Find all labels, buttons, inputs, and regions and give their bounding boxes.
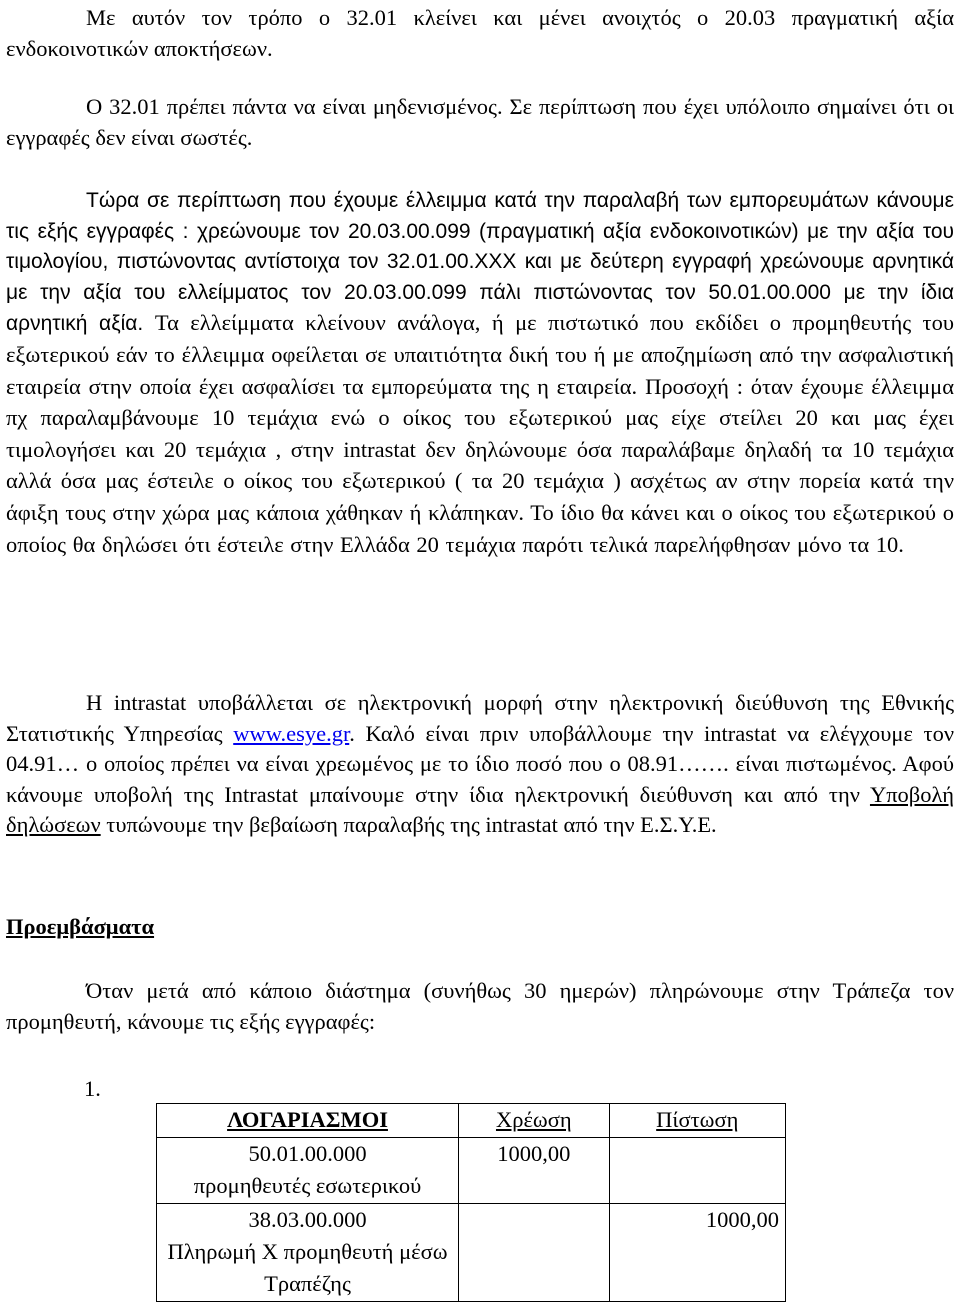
table-row (157, 1203, 786, 1301)
paragraph-text: Τα ελλείμματα κλείνουν ανάλογα, ή με πιστωτικό που εκδίδει ο προμηθευτής του εξωτερικού εάν το έλλειμμα οφείλεται σε υπαιτιότητα δική του ή με αποζημίωση από την ασφαλιστική εταιρεία στην οποία έχει ασφαλίσει τα εμπορεύματα της η εταιρεία. (6, 310, 954, 399)
paragraph-text: Η intrastat υποβάλλεται σε ηλεκτρονική μορφή στην ηλεκτρονική διεύθυνση της Εθνικής Στατιστικής Υπηρεσίας (6, 690, 954, 746)
paragraph-warning-text: Προσοχή : όταν έχουμε έλλειμμα πχ παραλαμβάνουμε 10 τεμάχια ενώ ο οίκος του εξωτερικού μας είχε στείλει 20 και μας έχει τιμολογήσει και 20 τεμάχια , στην intrastat δεν δηλώνουμε όσα παραλάβαμε δηλαδή τα 10 τεμάχια αλλά όσα μας έστειλε ο οίκος του εξωτερικού ( τα 20 τεμάχια ) ασχέτως αν στην πορεία κατά την άφιξη τους στην χώρα μας κάποια χάθηκαν ή κλάπηκαν. Το ίδιο θα κάνει και ο οίκος του εξωτερικού ο οποίος θα δηλώσει ότι έστειλε στην Ελλάδα 20 τεμάχια παρότι τελικά παρελήφθησαν μόνο τα 10. (6, 373, 954, 557)
account-code: 50.01.00.000 (248, 1140, 367, 1166)
list-number: 1. (84, 1076, 101, 1101)
account-code: 38.03.00.000 (248, 1206, 367, 1232)
paragraph-intrastat (6, 688, 954, 841)
paragraph-zeroed-account (6, 92, 954, 153)
account-name: Πληρωμή Χ προμηθευτή μέσω Τραπέζης (167, 1239, 448, 1296)
table-header-row (157, 1104, 786, 1138)
paragraph-prepayments (6, 976, 954, 1037)
column-header-credit: Πίστωση (656, 1107, 739, 1132)
column-header-debit: Χρέωση (495, 1107, 572, 1132)
credit-value (609, 1137, 785, 1203)
credit-value: 1000,00 (609, 1203, 785, 1301)
column-header-accounts: ΛΟΓΑΡΙΑΣΜΟΙ (227, 1107, 388, 1132)
debit-value: 1000,00 (459, 1137, 609, 1203)
accounting-table (156, 1103, 786, 1302)
paragraph-text: Όταν μετά από κάποιο διάστημα (συνήθως 30 ημερών) πληρώνουμε στην Τράπεζα τον προμηθευτή, κάνουμε τις εξής εγγραφές: (6, 978, 954, 1034)
account-name: προμηθευτές εσωτερικού (193, 1173, 422, 1198)
table-row (157, 1137, 786, 1203)
debit-value (459, 1203, 609, 1301)
paragraph-text: Ο 32.01 πρέπει πάντα να είναι μηδενισμένος. Σε περίπτωση που έχει υπόλοιπο σημαίνει ότι οι εγγραφές δεν είναι σωστές. (6, 94, 954, 150)
esye-link[interactable]: www.esye.gr (233, 720, 350, 746)
paragraph-text: Τώρα σε περίπτωση που έχουμε έλλειμμα κατά την παραλαβή των εμπορευμάτων κάνουμε τις εξής εγγραφές : χρεώνουμε τον 20.03.00.099 (πραγματική αξία ενδοκοινοτικών) με την αξία του τιμολογίου, πιστώνοντας αντίστοιχα τον 32.01.00.ΧΧΧ και με δεύτερη εγγραφή χρεώνουμε αρνητικά με την αξία του ελλείμματος τον 20.03.00.099 πάλι πιστώνοντας τον 50.01.00.000 με την ίδια αρνητική αξία. (6, 189, 954, 336)
paragraph-text: . Καλό είναι πριν υποβάλλουμε την intrastat να ελέγχουμε τον 04.91… ο οποίος πρέπει να είναι χρεωμένος με το ίδιο ποσό που ο 08.91……. είναι πιστωμένος. Αφού κάνουμε υποβολή της Intrastat μπαίνουμε στην ίδια ηλεκτρονική διεύθυνση και από την (6, 720, 954, 807)
section-heading: Προεμβάσματα (6, 914, 155, 939)
submit-declarations-link[interactable]: Υποβολή δηλώσεων (6, 781, 954, 838)
paragraph-text: Με αυτόν τον τρόπο ο 32.01 κλείνει και μένει ανοιχτός ο 20.03 πραγματική αξία ενδοκοινοτικών αποκτήσεων. (6, 5, 954, 61)
paragraph-text: τυπώνουμε την βεβαίωση παραλαβής της intrastat από την Ε.Σ.Υ.Ε. (100, 812, 717, 838)
paragraph-intro (6, 3, 954, 64)
paragraph-deficit (6, 186, 954, 561)
